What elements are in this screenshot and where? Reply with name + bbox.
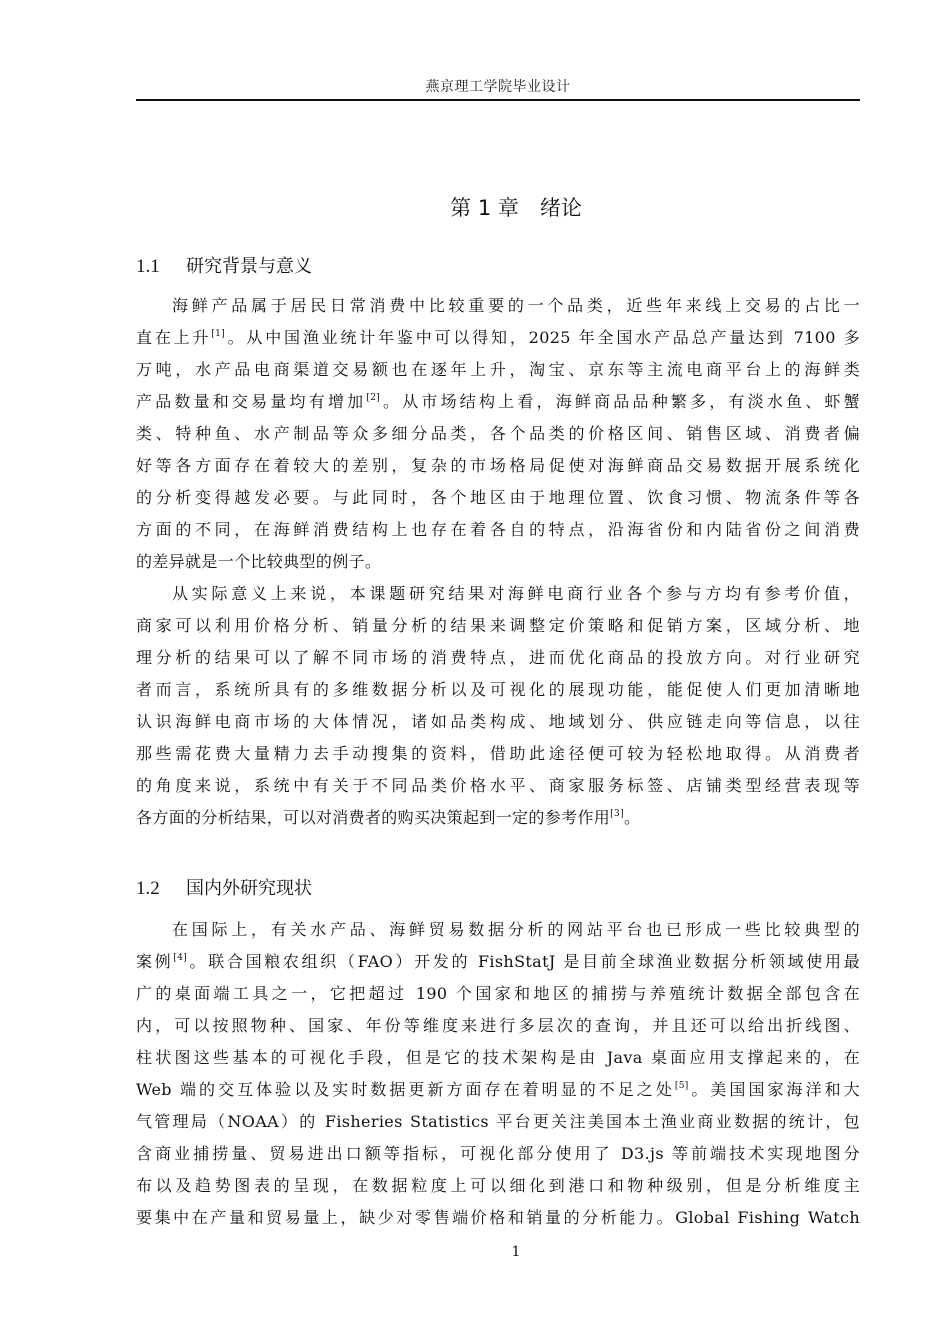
text-line: 内，可以按照物种、国家、年份等维度来进行多层次的查询，并且还可以给出折线图、: [136, 1016, 860, 1035]
citation-ref: [1]: [211, 329, 226, 339]
citation-ref: [3]: [610, 809, 624, 819]
text-line: Web 端的交互体验以及实时数据更新方面存在着明显的不足之处[5]。美国国家海洋和大: [136, 1080, 860, 1099]
paragraph-1-1-b: [136, 578, 860, 834]
text-line: 柱状图这些基本的可视化手段，但是它的技术架构是由 Java 桌面应用支撑起来的，在: [136, 1048, 860, 1067]
text-line: 从实际意义上来说，本课题研究结果对海鲜电商行业各个参与方均有参考价值，: [172, 584, 860, 603]
text-line: 好等各方面存在着较大的差别，复杂的市场格局促使对海鲜商品交易数据开展系统化: [136, 456, 860, 475]
text-line: 理分析的结果可以了解不同市场的消费特点，进而优化商品的投放方向。对行业研究: [136, 648, 860, 667]
section-heading-1-1: [136, 252, 312, 278]
text-line: 产品数量和交易量均有增加[2]。从市场结构上看，海鲜商品品种繁多，有淡水鱼、虾蟹: [136, 392, 860, 411]
paragraph-1-2-a: [136, 914, 860, 1234]
text-line: 类、特种鱼、水产制品等众多细分品类，各个品类的价格区间、销售区域、消费者偏: [136, 424, 860, 443]
citation-ref: [2]: [366, 393, 381, 403]
text-line: 方面的不同，在海鲜消费结构上也存在着各自的特点，沿海省份和内陆省份之间消费: [136, 520, 860, 539]
text-line: 者而言，系统所具有的多维数据分析以及可视化的展现功能，能促使人们更加清晰地: [136, 680, 860, 699]
text-line: 直在上升[1]。从中国渔业统计年鉴中可以得知，2025 年全国水产品总产量达到 7100 多: [136, 328, 860, 347]
section-title: 国内外研究现状: [186, 878, 312, 899]
text-line: 的角度来说，系统中有关于不同品类价格水平、商家服务标签、店铺类型经营表现等: [136, 776, 860, 795]
citation-ref: [4]: [173, 953, 188, 963]
text-line: 海鲜产品属于居民日常消费中比较重要的一个品类，近些年来线上交易的占比一: [172, 296, 860, 315]
text-line: 认识海鲜电商市场的大体情况，诸如品类构成、地域划分、供应链走向等信息，以往: [136, 712, 860, 731]
text-line: 布以及趋势图表的呈现，在数据粒度上可以细化到港口和物种级别，但是分析维度主: [136, 1176, 860, 1195]
text-line: 在国际上，有关水产品、海鲜贸易数据分析的网站平台也已形成一些比较典型的: [172, 920, 860, 939]
text-line: 要集中在产量和贸易量上，缺少对零售端价格和销量的分析能力。Global Fishing Watch: [136, 1208, 860, 1227]
paragraph-1-1-a: [136, 290, 860, 578]
text-line: 各方面的分析结果，可以对消费者的购买决策起到一定的参考作用[3]。: [136, 808, 641, 827]
text-line: 气管理局（NOAA）的 Fisheries Statistics 平台更关注美国本土渔业商业数据的统计，包: [136, 1112, 860, 1131]
text-line: 商家可以利用价格分析、销量分析的结果来调整定价策略和促销方案，区域分析、地: [136, 616, 860, 635]
running-header: 燕京理工学院毕业设计: [425, 79, 571, 95]
text-line: 的差异就是一个比较典型的例子。: [136, 552, 382, 571]
section-number: 1.2: [136, 878, 160, 899]
citation-ref: [5]: [674, 1081, 689, 1091]
chapter-title: 第 1 章 绪论: [450, 196, 582, 221]
text-line: 万吨，水产品电商渠道交易额也在逐年上升，淘宝、京东等主流电商平台上的海鲜类: [136, 360, 860, 379]
section-heading-1-2: [136, 874, 312, 900]
section-title: 研究背景与意义: [186, 256, 312, 277]
text-line: 的分析变得越发必要。与此同时，各个地区由于地理位置、饮食习惯、物流条件等各: [136, 488, 860, 507]
section-number: 1.1: [136, 256, 160, 277]
text-line: 含商业捕捞量、贸易进出口额等指标，可视化部分使用了 D3.js 等前端技术实现地图分: [136, 1144, 860, 1163]
header-rule: [136, 99, 860, 101]
text-line: 案例[4]。联合国粮农组织（FAO）开发的 FishStatJ 是目前全球渔业数据分析领域使用最: [136, 952, 860, 971]
text-line: 广的桌面端工具之一，它把超过 190 个国家和地区的捕捞与养殖统计数据全部包含在: [136, 984, 860, 1003]
text-line: 那些需花费大量精力去手动搜集的资料，借助此途径便可较为轻松地取得。从消费者: [136, 744, 860, 763]
page-number: 1: [511, 1244, 521, 1260]
